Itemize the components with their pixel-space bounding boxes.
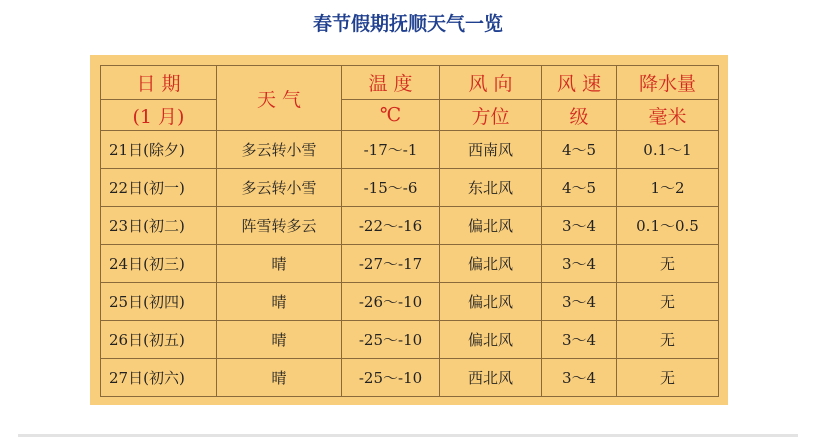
- wind-direction-cell: 西北风: [440, 359, 542, 397]
- wind-speed-cell: 3～4: [542, 245, 617, 283]
- header-wind-direction-label: 风 向: [468, 73, 513, 95]
- date-cell: 22日(初一): [101, 169, 217, 207]
- date-cell: 24日(初三): [101, 245, 217, 283]
- weather-table: [100, 65, 719, 397]
- table-row: [101, 131, 719, 169]
- header-date-cell: [101, 66, 217, 100]
- header-wind-direction-cell: [440, 66, 542, 100]
- wind-speed-cell: 3～4: [542, 359, 617, 397]
- date-cell: 26日(初五): [101, 321, 217, 359]
- wind-speed-cell: 4～5: [542, 131, 617, 169]
- date-cell: 27日(初六): [101, 359, 217, 397]
- precipitation-cell: 无: [617, 245, 719, 283]
- wind-direction-cell: 偏北风: [440, 283, 542, 321]
- header-temp-label: 温 度: [368, 73, 413, 95]
- header-date-month-cell: [101, 100, 217, 131]
- header-weather-label: 天 气: [256, 88, 302, 111]
- weather-cell: 阵雪转多云: [217, 207, 342, 245]
- weather-cell: 多云转小雪: [217, 169, 342, 207]
- precipitation-cell: 无: [617, 321, 719, 359]
- header-row-secondary: [101, 100, 719, 131]
- wind-speed-cell: 3～4: [542, 207, 617, 245]
- header-wind-direction-sub-cell: [440, 100, 542, 131]
- date-cell: 21日(除夕): [101, 131, 217, 169]
- precipitation-cell: 0.1～1: [617, 131, 719, 169]
- header-precip-label: 降水量: [638, 73, 696, 95]
- wind-speed-cell: 3～4: [542, 321, 617, 359]
- wind-direction-cell: 西南风: [440, 131, 542, 169]
- header-wind-speed-sub-label: 级: [569, 105, 589, 128]
- temperature-cell: -25～-10: [342, 321, 440, 359]
- table-row: [101, 245, 719, 283]
- table-row: [101, 283, 719, 321]
- temperature-cell: -27～-17: [342, 245, 440, 283]
- temperature-cell: -15～-6: [342, 169, 440, 207]
- temperature-cell: -25～-10: [342, 359, 440, 397]
- header-weather-cell: [217, 66, 342, 131]
- header-date-label: 日 期: [136, 73, 181, 95]
- header-wind-direction-sub-label: 方位: [471, 105, 510, 128]
- header-wind-speed-sub-cell: [542, 100, 617, 131]
- header-temp-unit-label: ℃: [379, 104, 402, 126]
- wind-direction-cell: 偏北风: [440, 207, 542, 245]
- header-precip-cell: [617, 66, 719, 100]
- wind-direction-cell: 偏北风: [440, 245, 542, 283]
- table-row: [101, 359, 719, 397]
- table-row: [101, 207, 719, 245]
- weather-cell: 晴: [217, 321, 342, 359]
- wind-direction-cell: 偏北风: [440, 321, 542, 359]
- weather-cell: 晴: [217, 359, 342, 397]
- header-temp-unit-cell: [342, 100, 440, 131]
- temperature-cell: -17～-1: [342, 131, 440, 169]
- date-cell: 23日(初二): [101, 207, 217, 245]
- weather-cell: 多云转小雪: [217, 131, 342, 169]
- precipitation-cell: 无: [617, 359, 719, 397]
- table-row: [101, 321, 719, 359]
- header-precip-sub-label: 毫米: [648, 105, 687, 128]
- temperature-cell: -26～-10: [342, 283, 440, 321]
- weather-cell: 晴: [217, 245, 342, 283]
- header-wind-speed-cell: [542, 66, 617, 100]
- table-row: [101, 169, 719, 207]
- header-date-month-label: (1 月): [132, 105, 185, 128]
- header-wind-speed-label: 风 速: [556, 73, 602, 95]
- header-row-primary: [101, 66, 719, 100]
- precipitation-cell: 无: [617, 283, 719, 321]
- date-cell: 25日(初四): [101, 283, 217, 321]
- page-divider: [18, 434, 798, 437]
- page-title: 春节假期抚顺天气一览: [312, 13, 503, 35]
- header-precip-sub-cell: [617, 100, 719, 131]
- temperature-cell: -22～-16: [342, 207, 440, 245]
- wind-speed-cell: 3～4: [542, 283, 617, 321]
- header-temp-cell: [342, 66, 440, 100]
- precipitation-cell: 0.1～0.5: [617, 207, 719, 245]
- precipitation-cell: 1～2: [617, 169, 719, 207]
- wind-speed-cell: 4～5: [542, 169, 617, 207]
- wind-direction-cell: 东北风: [440, 169, 542, 207]
- weather-cell: 晴: [217, 283, 342, 321]
